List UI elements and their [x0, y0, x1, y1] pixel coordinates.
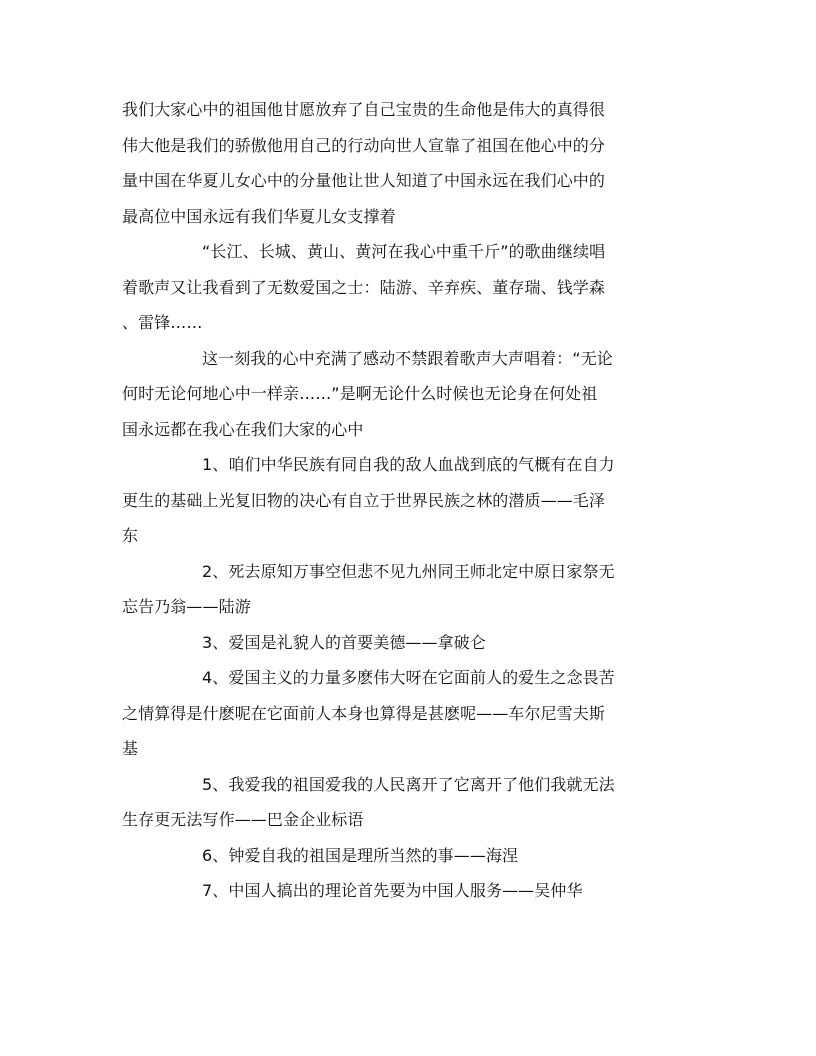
text-line: 5、我爱我的祖国爱我的人民离开了它离开了他们我就无法 [202, 774, 615, 794]
text-line: 之情算得是什麽呢在它面前人本身也算得是甚麽呢——车尔尼雪夫斯 [122, 703, 606, 723]
quote-5 [122, 767, 694, 838]
text-line: “长江、长城、黄山、黄河在我心中重千斤”的歌曲继续唱 [202, 242, 606, 261]
text-line: 何时无论何地心中一样亲……”是啊无论什么时候也无论身在何处祖 [122, 384, 598, 403]
quote-7 [122, 873, 694, 909]
text-line: 量中国在华夏儿女心中的分量他让世人知道了中国永远在我们心中的 [122, 171, 606, 190]
text-line: 这一刻我的心中充满了感动不禁跟着歌声大声唱着：“无论 [202, 348, 613, 368]
text-line: 东 [122, 526, 139, 545]
paragraph-1 [122, 92, 694, 234]
quote-3 [122, 625, 694, 661]
quote-1 [122, 447, 694, 554]
quote-2 [122, 554, 694, 625]
text-line: 2、死去原知万事空但悲不见九州同王师北定中原日家祭无 [202, 561, 615, 581]
quote-6 [122, 838, 694, 874]
text-line: 6、钟爱自我的祖国是理所当然的事——海涅 [202, 845, 519, 865]
text-line: 着歌声又让我看到了无数爱国之士：陆游、辛弃疾、董存瑞、钱学森 [122, 277, 606, 297]
paragraph-3 [122, 341, 694, 448]
text-line: 生存更无法写作——巴金企业标语 [122, 810, 364, 829]
text-line: 国永远都在我心在我们大家的心中 [122, 419, 364, 439]
text-line: 3、爱国是礼貌人的首要美德——拿破仑 [202, 632, 486, 652]
text-line: 、雷锋…… [122, 313, 203, 332]
text-line: 我们大家心中的祖国他甘愿放弃了自己宝贵的生命他是伟大的真得很 [122, 100, 606, 119]
document-body [122, 92, 694, 909]
text-line: 最高位中国永远有我们华夏儿女支撑着 [122, 206, 396, 226]
quote-4 [122, 660, 694, 767]
text-line: 4、爱国主义的力量多麽伟大呀在它面前人的爱生之念畏苦 [202, 668, 615, 687]
paragraph-2 [122, 234, 694, 341]
text-line: 7、中国人搞出的理论首先要为中国人服务——吴仲华 [202, 881, 583, 900]
text-line: 忘告乃翁——陆游 [122, 597, 251, 616]
text-line: 1、咱们中华民族有同自我的敌人血战到底的气概有在自力 [202, 455, 615, 474]
text-line: 更生的基础上光复旧物的决心有自立于世界民族之林的潜质——毛泽 [122, 490, 606, 510]
text-line: 伟大他是我们的骄傲他用自己的行动向世人宣靠了祖国在他心中的分 [122, 135, 606, 155]
text-line: 基 [122, 739, 139, 758]
